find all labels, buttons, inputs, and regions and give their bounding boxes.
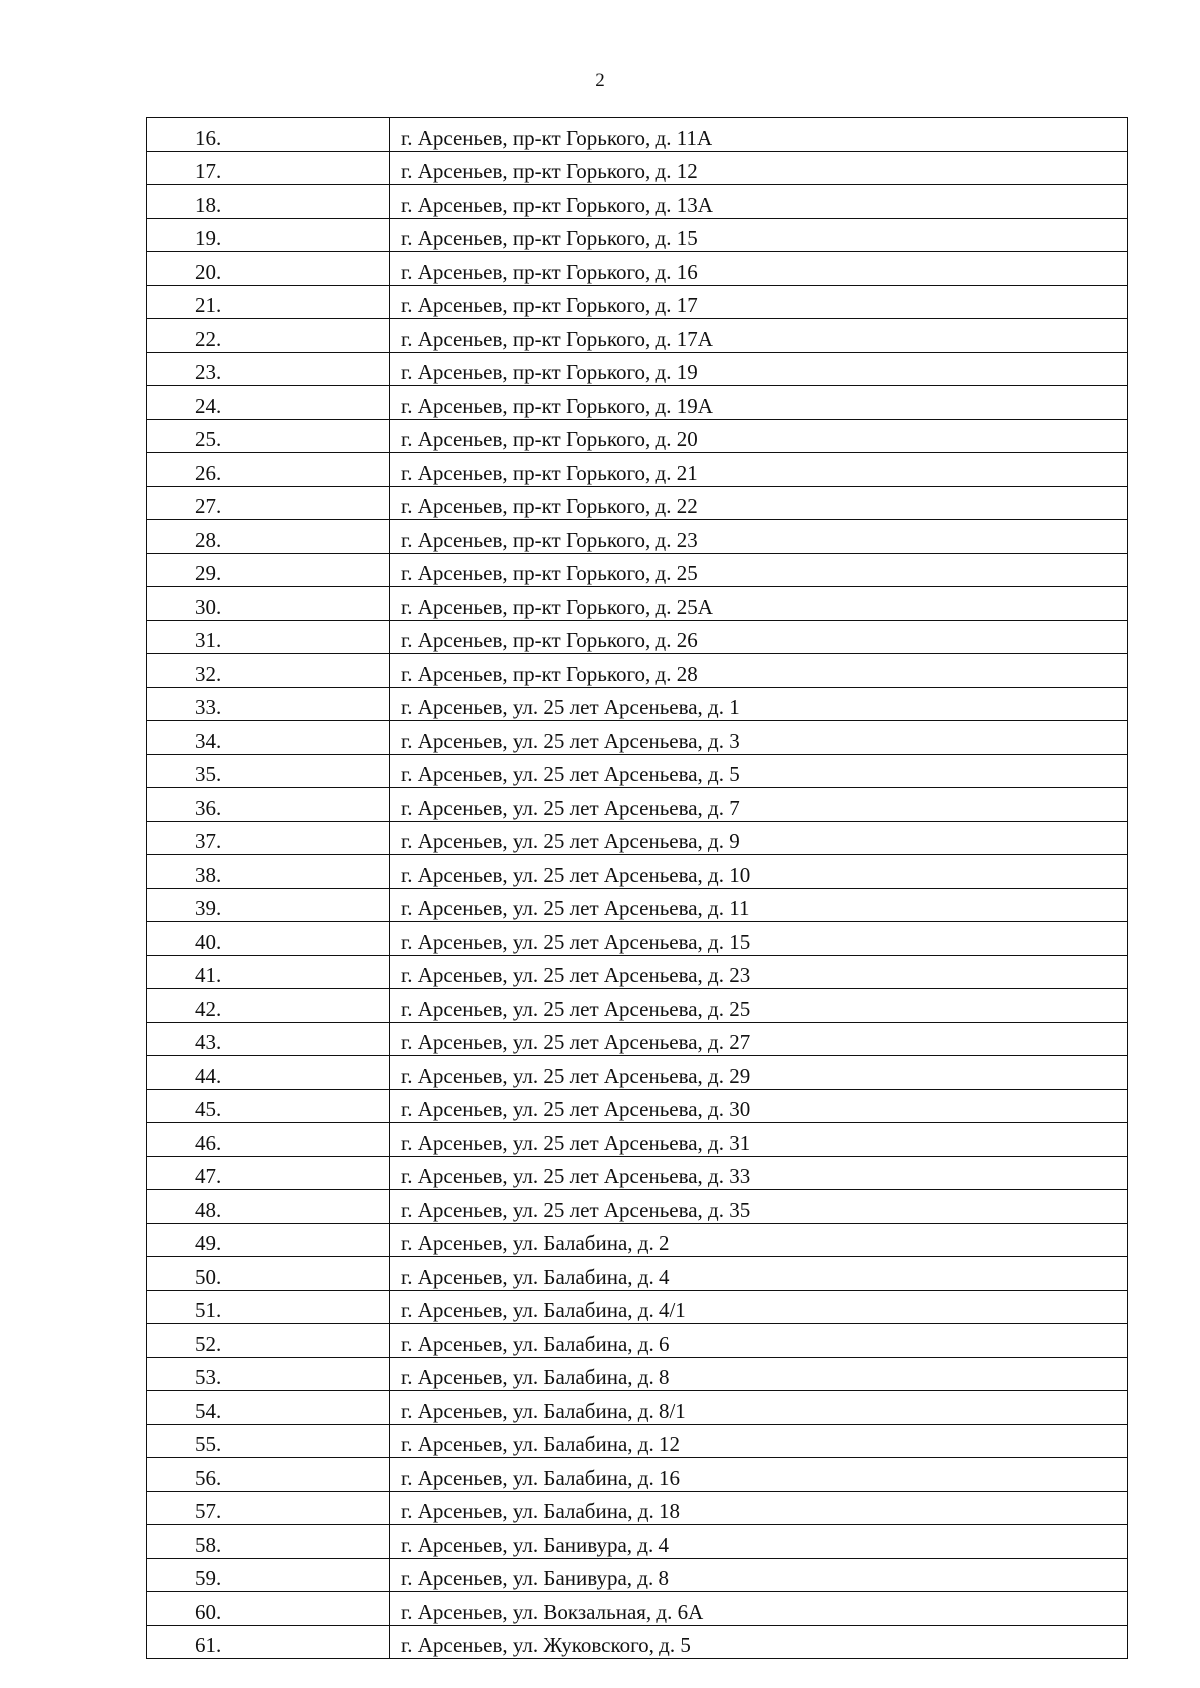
row-address: г. Арсеньев, пр-кт Горького, д. 20 [390, 419, 1128, 453]
row-number: 29. [147, 553, 390, 587]
row-address: г. Арсеньев, пр-кт Горького, д. 11А [390, 118, 1128, 152]
table-row [147, 419, 1128, 453]
table-row [147, 352, 1128, 386]
table-row [147, 520, 1128, 554]
row-number: 28. [147, 520, 390, 554]
table-row [147, 1525, 1128, 1559]
row-number: 21. [147, 285, 390, 319]
row-number: 54. [147, 1391, 390, 1425]
table-row [147, 654, 1128, 688]
table-row [147, 587, 1128, 621]
row-address: г. Арсеньев, ул. 25 лет Арсеньева, д. 31 [390, 1123, 1128, 1157]
row-address: г. Арсеньев, ул. 25 лет Арсеньева, д. 25 [390, 989, 1128, 1023]
row-address: г. Арсеньев, ул. Балабина, д. 8/1 [390, 1391, 1128, 1425]
table-row [147, 1190, 1128, 1224]
row-address: г. Арсеньев, ул. Жуковского, д. 5 [390, 1625, 1128, 1659]
row-address: г. Арсеньев, пр-кт Горького, д. 25А [390, 587, 1128, 621]
table-row [147, 1357, 1128, 1391]
table-row [147, 687, 1128, 721]
row-number: 59. [147, 1558, 390, 1592]
row-number: 41. [147, 955, 390, 989]
table-row [147, 1156, 1128, 1190]
row-number: 26. [147, 453, 390, 487]
table-row [147, 1223, 1128, 1257]
table-row [147, 1324, 1128, 1358]
table-row [147, 453, 1128, 487]
row-number: 30. [147, 587, 390, 621]
table-row [147, 1391, 1128, 1425]
row-number: 58. [147, 1525, 390, 1559]
table-row [147, 821, 1128, 855]
row-number: 23. [147, 352, 390, 386]
row-number: 61. [147, 1625, 390, 1659]
table-row [147, 1257, 1128, 1291]
row-number: 53. [147, 1357, 390, 1391]
table-row [147, 1458, 1128, 1492]
row-number: 55. [147, 1424, 390, 1458]
row-address: г. Арсеньев, пр-кт Горького, д. 28 [390, 654, 1128, 688]
row-address: г. Арсеньев, пр-кт Горького, д. 21 [390, 453, 1128, 487]
table-row [147, 1022, 1128, 1056]
table-row [147, 285, 1128, 319]
row-address: г. Арсеньев, ул. 25 лет Арсеньева, д. 5 [390, 754, 1128, 788]
table-row [147, 1424, 1128, 1458]
table-row [147, 1625, 1128, 1659]
row-number: 24. [147, 386, 390, 420]
row-number: 38. [147, 855, 390, 889]
table-row [147, 386, 1128, 420]
table-row [147, 252, 1128, 286]
row-number: 20. [147, 252, 390, 286]
table-row [147, 1592, 1128, 1626]
table-row [147, 1123, 1128, 1157]
table-row [147, 218, 1128, 252]
row-number: 34. [147, 721, 390, 755]
table-row [147, 788, 1128, 822]
row-address: г. Арсеньев, ул. 25 лет Арсеньева, д. 27 [390, 1022, 1128, 1056]
row-address: г. Арсеньев, ул. 25 лет Арсеньева, д. 30 [390, 1089, 1128, 1123]
row-address: г. Арсеньев, пр-кт Горького, д. 17 [390, 285, 1128, 319]
table-row [147, 1056, 1128, 1090]
table-row [147, 486, 1128, 520]
table-row [147, 553, 1128, 587]
row-number: 32. [147, 654, 390, 688]
row-address: г. Арсеньев, ул. 25 лет Арсеньева, д. 3 [390, 721, 1128, 755]
table-row [147, 888, 1128, 922]
row-address: г. Арсеньев, ул. 25 лет Арсеньева, д. 23 [390, 955, 1128, 989]
table-row [147, 1558, 1128, 1592]
row-number: 43. [147, 1022, 390, 1056]
row-number: 44. [147, 1056, 390, 1090]
row-address: г. Арсеньев, ул. 25 лет Арсеньева, д. 29 [390, 1056, 1128, 1090]
table-row [147, 319, 1128, 353]
row-address: г. Арсеньев, ул. Балабина, д. 4/1 [390, 1290, 1128, 1324]
address-table [146, 117, 1128, 1659]
row-number: 47. [147, 1156, 390, 1190]
row-address: г. Арсеньев, ул. 25 лет Арсеньева, д. 7 [390, 788, 1128, 822]
row-number: 42. [147, 989, 390, 1023]
row-number: 19. [147, 218, 390, 252]
row-address: г. Арсеньев, ул. Банивура, д. 8 [390, 1558, 1128, 1592]
row-address: г. Арсеньев, ул. 25 лет Арсеньева, д. 33 [390, 1156, 1128, 1190]
row-address: г. Арсеньев, ул. 25 лет Арсеньева, д. 10 [390, 855, 1128, 889]
row-number: 22. [147, 319, 390, 353]
row-number: 18. [147, 185, 390, 219]
row-address: г. Арсеньев, ул. 25 лет Арсеньева, д. 15 [390, 922, 1128, 956]
table-row [147, 1491, 1128, 1525]
row-number: 27. [147, 486, 390, 520]
row-address: г. Арсеньев, ул. Балабина, д. 18 [390, 1491, 1128, 1525]
table-row [147, 721, 1128, 755]
row-address: г. Арсеньев, пр-кт Горького, д. 16 [390, 252, 1128, 286]
row-address: г. Арсеньев, ул. Балабина, д. 12 [390, 1424, 1128, 1458]
row-address: г. Арсеньев, ул. 25 лет Арсеньева, д. 35 [390, 1190, 1128, 1224]
row-address: г. Арсеньев, пр-кт Горького, д. 23 [390, 520, 1128, 554]
row-number: 40. [147, 922, 390, 956]
row-number: 50. [147, 1257, 390, 1291]
table-body [147, 118, 1128, 1659]
row-address: г. Арсеньев, пр-кт Горького, д. 13А [390, 185, 1128, 219]
row-address: г. Арсеньев, ул. 25 лет Арсеньева, д. 9 [390, 821, 1128, 855]
row-number: 45. [147, 1089, 390, 1123]
row-number: 51. [147, 1290, 390, 1324]
row-number: 57. [147, 1491, 390, 1525]
table-row [147, 620, 1128, 654]
table-row [147, 151, 1128, 185]
row-address: г. Арсеньев, пр-кт Горького, д. 19 [390, 352, 1128, 386]
row-address: г. Арсеньев, пр-кт Горького, д. 17А [390, 319, 1128, 353]
row-address: г. Арсеньев, пр-кт Горького, д. 15 [390, 218, 1128, 252]
row-number: 60. [147, 1592, 390, 1626]
row-number: 56. [147, 1458, 390, 1492]
row-number: 49. [147, 1223, 390, 1257]
row-number: 39. [147, 888, 390, 922]
row-address: г. Арсеньев, пр-кт Горького, д. 22 [390, 486, 1128, 520]
row-address: г. Арсеньев, ул. Балабина, д. 8 [390, 1357, 1128, 1391]
row-address: г. Арсеньев, ул. Балабина, д. 4 [390, 1257, 1128, 1291]
table-row [147, 855, 1128, 889]
table-row [147, 922, 1128, 956]
row-number: 35. [147, 754, 390, 788]
row-number: 31. [147, 620, 390, 654]
row-address: г. Арсеньев, пр-кт Горького, д. 25 [390, 553, 1128, 587]
row-number: 16. [147, 118, 390, 152]
row-address: г. Арсеньев, ул. Банивура, д. 4 [390, 1525, 1128, 1559]
row-address: г. Арсеньев, пр-кт Горького, д. 26 [390, 620, 1128, 654]
row-number: 48. [147, 1190, 390, 1224]
row-address: г. Арсеньев, ул. 25 лет Арсеньева, д. 1 [390, 687, 1128, 721]
row-number: 52. [147, 1324, 390, 1358]
row-number: 37. [147, 821, 390, 855]
table-row [147, 1290, 1128, 1324]
row-address: г. Арсеньев, ул. Балабина, д. 6 [390, 1324, 1128, 1358]
table-row [147, 185, 1128, 219]
row-address: г. Арсеньев, ул. 25 лет Арсеньева, д. 11 [390, 888, 1128, 922]
table-row [147, 955, 1128, 989]
table-row [147, 989, 1128, 1023]
row-address: г. Арсеньев, пр-кт Горького, д. 12 [390, 151, 1128, 185]
table-row [147, 1089, 1128, 1123]
row-number: 36. [147, 788, 390, 822]
row-address: г. Арсеньев, ул. Вокзальная, д. 6А [390, 1592, 1128, 1626]
row-number: 25. [147, 419, 390, 453]
row-number: 17. [147, 151, 390, 185]
table-row [147, 754, 1128, 788]
table-row [147, 118, 1128, 152]
row-number: 33. [147, 687, 390, 721]
row-address: г. Арсеньев, пр-кт Горького, д. 19А [390, 386, 1128, 420]
row-address: г. Арсеньев, ул. Балабина, д. 2 [390, 1223, 1128, 1257]
page-number: 2 [595, 70, 605, 91]
row-address: г. Арсеньев, ул. Балабина, д. 16 [390, 1458, 1128, 1492]
row-number: 46. [147, 1123, 390, 1157]
